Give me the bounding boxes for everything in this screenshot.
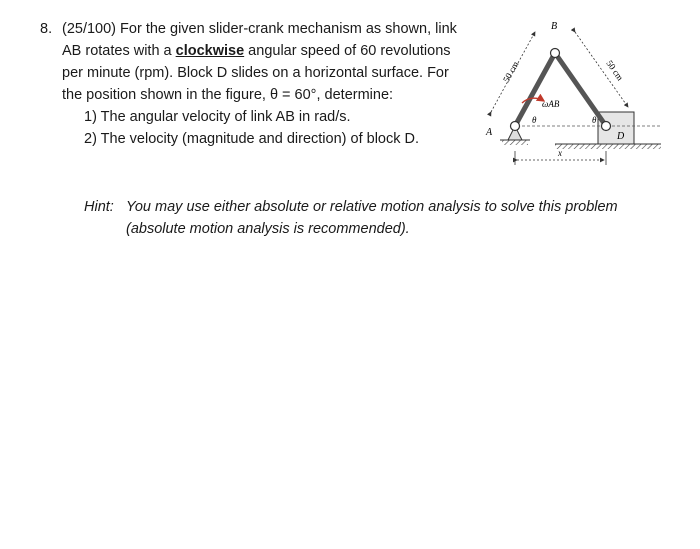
length-ab-label: 50 cm — [501, 59, 521, 84]
pin-b — [551, 49, 560, 58]
hint-label: Hint: — [84, 199, 114, 215]
length-bd-label: 50 cm — [604, 58, 626, 83]
link-bd — [555, 53, 606, 126]
ground-d — [555, 144, 661, 149]
problem-line-2-post: angular speed of 60 revolutions — [244, 43, 451, 59]
problem-line-2-pre: AB rotates with a — [62, 43, 176, 59]
slider-crank-figure — [480, 5, 700, 180]
clockwise-emphasis: clockwise — [175, 43, 245, 59]
problem-number: 8. — [40, 21, 53, 37]
problem-statement — [40, 18, 480, 150]
problem-line-1: (25/100) For the given slider-crank mechanism as shown, link — [62, 21, 457, 37]
problem-line-2 — [62, 40, 480, 62]
ground-a — [502, 140, 528, 145]
hint — [84, 196, 618, 240]
hint-line-2: (absolute motion analysis is recommended). — [126, 221, 410, 237]
problem-line-4: the position shown in the figure, θ = 60°, determine: — [62, 87, 394, 103]
omega-label: ωAB — [542, 99, 560, 109]
pin-a — [511, 122, 520, 131]
problem-line-3: per minute (rpm). Block D slides on a horizontal surface. For — [62, 65, 449, 81]
label-a: A — [486, 127, 493, 138]
question-1: 1) The angular velocity of link AB in rad/s. — [84, 109, 351, 125]
question-2: 2) The velocity (magnitude and direction) of block D. — [84, 131, 420, 147]
label-b: B — [551, 21, 558, 32]
pin-d — [602, 122, 611, 131]
x-label: x — [558, 148, 562, 158]
hint-line-1: You may use either absolute or relative motion analysis to solve this problem — [126, 199, 618, 215]
label-d: D — [617, 131, 625, 142]
theta-right-label: θ — [592, 115, 597, 125]
theta-left-label: θ — [532, 115, 537, 125]
